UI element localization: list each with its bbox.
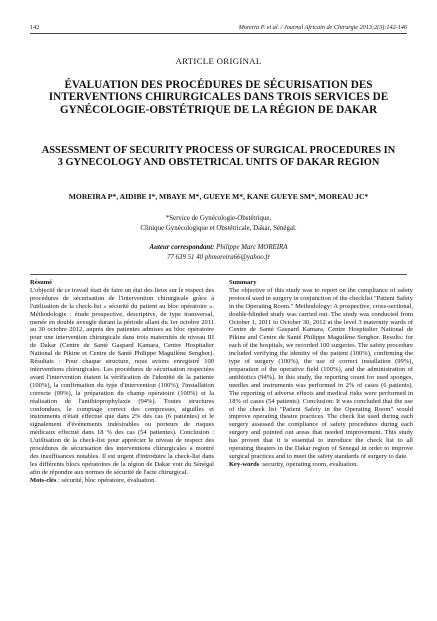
journal-reference: Moreira P. et al. / Journal Africain de Chirurgie 2013;2(3):142-146	[238, 24, 407, 31]
corresponding-author-label: Auteur correspondant:	[149, 244, 215, 251]
french-title: ÉVALUATION DES PROCÉDURES DE SÉCURISATION DES INTERVENTIONS CHIRURGICALES DANS TROIS SERVICES DE GYNÉCOLOGIE-OBSTÉTRIQUE DE LA RÉGION DE DAKAR	[48, 79, 389, 116]
article-category: ARTICLE ORIGINAL	[175, 56, 262, 66]
summary-keywords-text: :security, operating room, evaluation.	[259, 460, 359, 468]
english-title: ASSESSMENT OF SECURITY PROCESS OF SURGICAL PROCEDURES IN 3 GYNECOLOGY AND OBSTETRICAL UNITS OF DAKAR REGION	[41, 145, 396, 168]
author-list: MOREIRA P*, AIDIBE I*, MBAYE M*, GUEYE M*, KANE GUEYE SM*, MOREAU JC*	[68, 192, 369, 201]
resume-keywords-text: : sécurité, bloc opératoire, évaluation.	[56, 476, 156, 484]
summary-heading: Summary	[229, 279, 257, 286]
affiliation-line-1: *Service de Gynécologie-Obstétrique,	[165, 215, 272, 222]
summary-keywords-label: Key-words	[229, 460, 260, 468]
corresponding-author-name: Philippe Marc MOREIRA	[216, 244, 288, 251]
corresponding-author	[0, 243, 437, 263]
header-rule	[30, 33, 407, 34]
affiliation-line-2: Clinique Gynécologique et Obstétricale, Dakar, Sénégal.	[140, 225, 297, 232]
resume-keywords	[30, 477, 214, 485]
resume-column	[30, 279, 214, 485]
resume-body: L'objectif de ce travail était de faire un état des lieux sur le respect des procédures de sécurisation de l'intervention chirurgicale grâce à l'utilisation de la check-list « sécurité du patient au bloc opératoire ». Méthodologie : étude prospective, descriptive, de type transversal, menée en double aveugle durant la période allant du 1er octobre 2011 au 30 octobre 2012, auprès des patientes admises au bloc opératoire pour une intervention chirurgicale dans trois maternités de niveau III de Dakar (Centre de Santé Gaspard Kamara, Centre Hospitalier National de Pikine et Centre de Santé Philippe Maguilène Senghor). Résultats : Pour chaque structure, nous avions enregistré 100 interventions chirurgicales. Les procédures de sécurisation respectées avant l'intervention étaient la vérification de l'identité de la patiente (100%), la confirmation du type d'intervention (100%), l'installation correcte (99%), la préparation du champ opératoire (100%) et la réalisation de l'antibioprophylaxie (94%). Toutes structures confondues, le comptage correct des compresses, aiguilles et instruments n'était effectué que dans 2% des cas (6 patientes) et le signalement d'événements indésirables ou porteurs de risques médicaux effectué dans 18 % des cas (54 patientes). Conclusion : L'utilisation de la check-list pour apprécier le niveau de respect des procédures de sécurisation des interventions chirurgicales a montré des insuffisances notables. Il est urgent d'introduire la check-list dans les différents blocs opératoires de la région de Dakar voir du Sénégal afin de répondre aux normes de sécurité de l'acte chirurgical.	[30, 286, 214, 476]
resume-heading: Résumé	[30, 279, 53, 286]
affiliation	[0, 214, 437, 234]
summary-keywords	[229, 461, 413, 469]
corresponding-author-contact: 77 639 51 40 phmoreira66@yahoo.fr	[166, 254, 271, 261]
page-number: 142	[30, 24, 40, 31]
summary-column	[229, 279, 413, 469]
summary-body: The objective of this study was to report on the compliance of safety protocol used in surgery in conjunction of the checklist "Patient Safety in the Operating Room." Methodology: A prospective, cross-sectional, double-blinded study was carried out. The study was conducted from October 1, 2011 to October 30, 2012 at the level 3 maternity wards of Centre de Santé Gaspard Kamara, Centre Hospitalier National de Pikine and Centre de Santé Philippe Maguilène Senghor. Results: for each of the hospitals, we recorded 100 surgeries. The safety procedure included verifying the identity of the patient (100%), confirming the type of surgery (100%), the use of correct installation (99%), preparation of the operative field (100%), and the administration of antibiotics (94%). In this study, the reporting count for used sponges, needles and instruments was performed in 2% of cases (6 patients). The reporting of adverse effects and medical risks were performed in 18% of cases (54 patients). Conclusion: It was concluded that the use of the check list "Patient Safety in the Operating Room" would improve operating theatre practices. The check list used during each surgery assessed the compliance of safety procedures during each surgery and pointed out areas that needed improvement. This study has proven that it is essential to introduce the check list to all operating theaters in the Dakar region of Senegal in order to improve surgical practices and to meet the safety standards of surgery to date.	[229, 286, 413, 460]
resume-keywords-label: Mots-clés	[30, 476, 57, 484]
corresponding-author-line	[0, 243, 437, 253]
section-divider	[30, 274, 407, 275]
